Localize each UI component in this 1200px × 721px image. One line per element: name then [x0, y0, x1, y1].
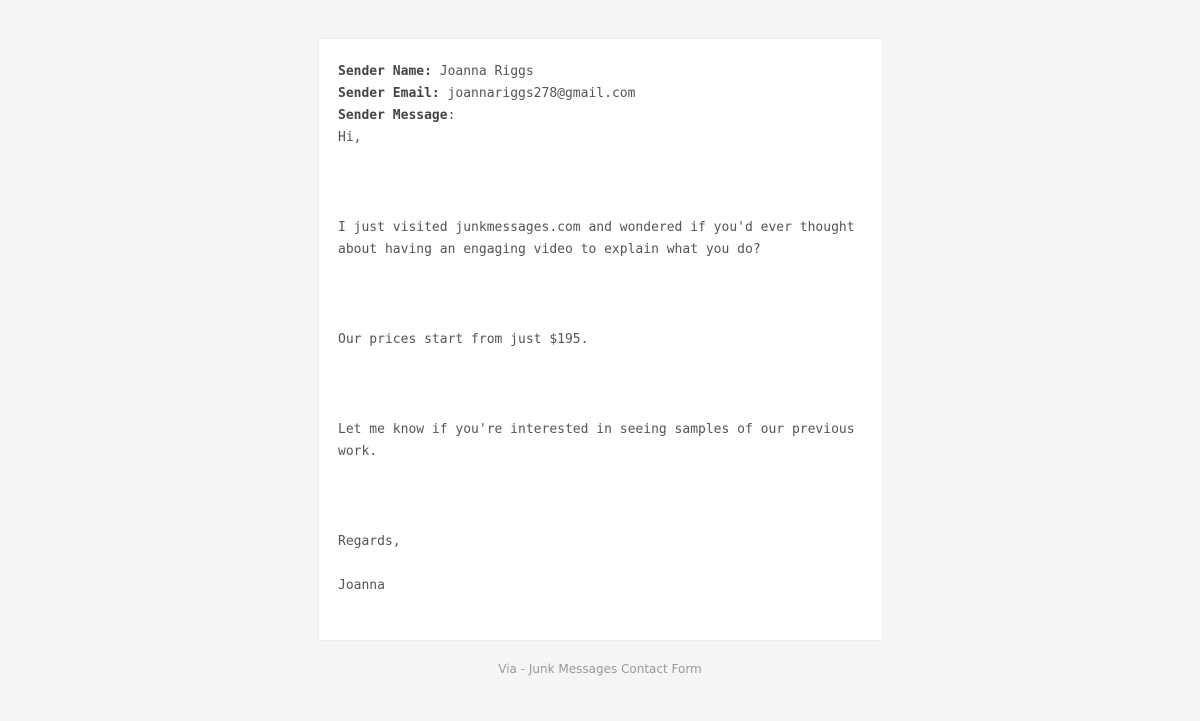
- message-paragraph-3: Let me know if you're interested in seeing samples of our previous work.: [338, 422, 855, 459]
- sender-name-label: Sender Name:: [338, 64, 432, 79]
- message-paragraph-2: Our prices start from just $195.: [338, 332, 589, 347]
- message-card: [318, 38, 883, 641]
- message-greeting: Hi,: [338, 130, 362, 145]
- sender-message-label: Sender Message: [338, 108, 448, 123]
- sender-email-row: [338, 83, 864, 105]
- sender-message-colon: :: [447, 108, 456, 123]
- sender-message-row: [338, 105, 864, 127]
- footer-via-text: Via - Junk Messages Contact Form: [498, 662, 702, 676]
- message-closing: Regards,: [338, 534, 401, 549]
- sender-email-value: joannariggs278@gmail.com: [447, 86, 636, 101]
- sender-email-label: Sender Email:: [338, 86, 440, 101]
- sender-name-row: [338, 61, 864, 83]
- message-body: [338, 127, 864, 597]
- message-paragraph-1: I just visited junkmessages.com and wondered if you'd ever thought about having an engaging video to explain what you do?: [338, 220, 855, 257]
- message-signature: Joanna: [338, 578, 385, 593]
- sender-name-value: Joanna Riggs: [439, 64, 534, 79]
